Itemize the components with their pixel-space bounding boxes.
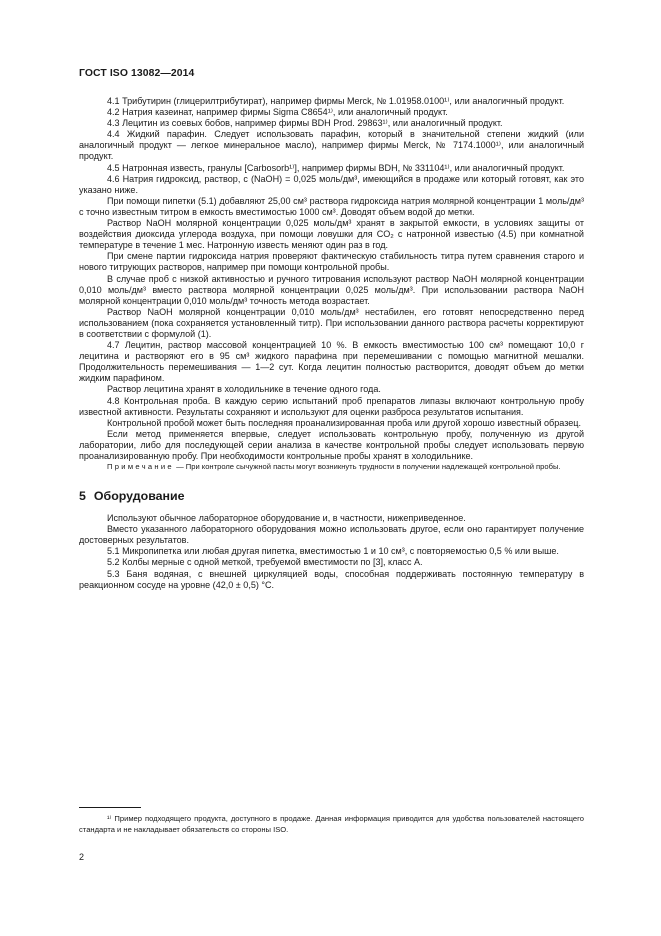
- para-control-sample: Контрольной пробой может быть последняя проанализированная проба или другой хорошо известный образец.: [107, 417, 581, 428]
- page-number: 2: [79, 852, 85, 862]
- section-title: Оборудование: [93, 489, 185, 504]
- footnote: ¹⁾ Пример подходящего продукта, доступного в продаже. Данная информация приводится для удобства пользователей настоящего стандарта и не накладывает обязательств со стороны ISO.: [79, 814, 584, 834]
- para-4-6: 4.6 Натрия гидроксид, раствор, c (NaOH) = 0,025 моль/дм³, имеющийся в продаже или который готовят, как это указано ниже.: [79, 173, 584, 195]
- para-equipment-alt: Вместо указанного лабораторного оборудования можно использовать другое, если оно гарантирует получение достоверных результатов.: [79, 524, 584, 546]
- para-storage: Раствор NaOH молярной концентрации 0,025 моль/дм³ хранят в закрытой емкости, в условиях защиты от воздействия диоксида углерода воздуха, при помощи ловушки для CO₂ с натронной известью (4.5) при комнатной температуре в течение 1 мес. Натронную известь меняют один раз в год.: [79, 218, 584, 251]
- para-4-7: 4.7 Лецитин, раствор массовой концентрацией 10 %. В емкость вместимостью 100 см³ помещают 10,0 г лецитина и растворяют его в 95 см³ жидкого парафина при перемешивании с помощью магнитной мешалки. Продолжительность перемешивания — 1—2 сут. Когда лецитин полностью растворится, доводят объем до метки жидким парафином.: [79, 340, 584, 384]
- running-header: ГОСТ ISO 13082—2014: [79, 68, 195, 79]
- para-equipment-intro: Используют обычное лабораторное оборудование и, в частности, нижеприведенное.: [107, 513, 466, 524]
- para-pipette: При помощи пипетки (5.1) добавляют 25,00 см³ раствора гидроксида натрия молярной концентрации 1 моль/дм³ с точно известным титром в емкость вместимостью 1000 см³. Доводят объем водой до метки.: [79, 195, 584, 217]
- para-batch-change: При смене партии гидроксида натрия проверяют фактическую стабильность титра путем сравнения старого и нового титрующих растворов, например при помощи контрольной пробы.: [79, 251, 584, 273]
- para-4-5: 4.5 Натронная известь, гранулы [Carbosorb¹⁾], например фирмы BDH, № 331104¹⁾, или аналогичный продукт.: [107, 162, 565, 173]
- para-5-1: 5.1 Микропипетка или любая другая пипетка, вместимостью 1 и 10 см³, с повторяемостью 0,5 % или выше.: [107, 546, 559, 557]
- note: [79, 462, 584, 472]
- para-4-8: 4.8 Контрольная проба. В каждую серию испытаний проб препаратов липазы включают контрольную пробу известной активности. Результаты сохраняют и используют для оценки разброса результатов испытания.: [79, 395, 584, 417]
- section-number: 5: [79, 489, 86, 504]
- note-text: — При контроле сычужной пасты могут возникнуть трудности в получении надлежащей контрольной пробы.: [173, 462, 561, 472]
- para-lecithin-storage: Раствор лецитина хранят в холодильнике в течение одного года.: [107, 384, 381, 395]
- body-text: [79, 96, 584, 591]
- footnote-rule: [79, 807, 141, 808]
- para-4-4: 4.4 Жидкий парафин. Следует использовать парафин, который в значительной степени жидкий (или аналогичный продукт — легкое минеральное масло), например фирмы Merck, № 7174.1000¹⁾, или аналогичный продукт.: [79, 129, 584, 162]
- para-4-3: 4.3 Лецитин из соевых бобов, например фирмы BDH Prod. 29863¹⁾, или аналогичный продукт.: [107, 118, 503, 129]
- para-low-activity: В случае проб с низкой активностью и ручного титрования используют раствор NaOH молярной концентрации 0,010 моль/дм³ вместо раствора молярной концентрации 0,025 моль/дм³. При использовании раствора NaOH молярной концентрации 0,010 моль/дм³ точность метода возрастает.: [79, 273, 584, 306]
- para-4-1: 4.1 Трибутирин (глицерилтрибутират), например фирмы Merck, № 1.01958.0100¹⁾, или аналогичный продукт.: [107, 96, 565, 106]
- para-4-2: 4.2 Натрия казеинат, например фирмы Sigma C8654¹⁾, или аналогичный продукт.: [107, 107, 448, 118]
- note-label: Примечание: [107, 462, 174, 472]
- section-heading: [79, 489, 584, 503]
- para-first-use: Если метод применяется впервые, следует использовать контрольную пробу, полученную из другой лаборатории, либо для последующей серии анализа в качестве контрольной пробы следует использовать первую проанализированную пробу. При необходимости контрольные пробы хранят в холодильнике.: [79, 428, 584, 461]
- para-unstable: Раствор NaOH молярной концентрации 0,010 моль/дм³ нестабилен, его готовят непосредственно перед использованием (пока сохраняется установленный титр). При использовании данного раствора расчеты корректируют в соответствии с формулой (1).: [79, 306, 584, 339]
- para-5-3: 5.3 Баня водяная, с внешней циркуляцией воды, способная поддерживать постоянную температуру в реакционном сосуде на уровне (42,0 ± 0,5) °С.: [79, 568, 584, 590]
- para-5-2: 5.2 Колбы мерные с одной меткой, требуемой вместимости по [3], класс А.: [107, 557, 423, 568]
